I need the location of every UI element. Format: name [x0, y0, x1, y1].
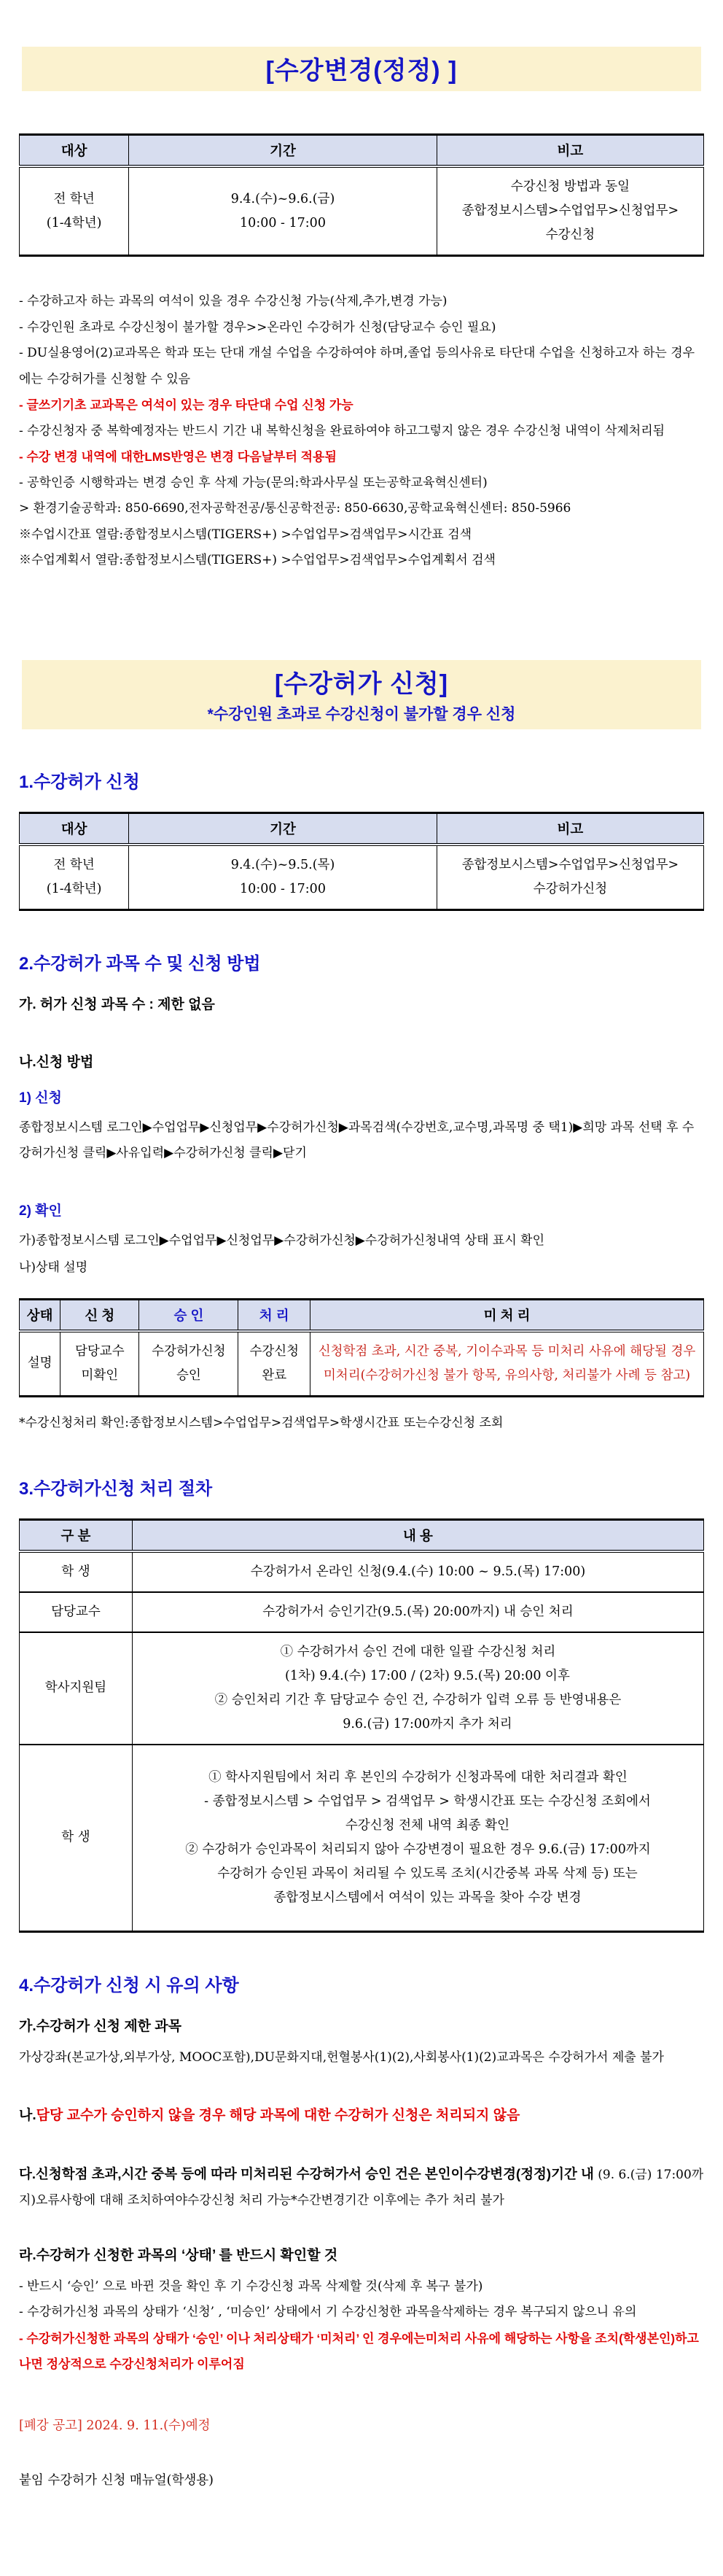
ra-note-item: - 반드시 ‘승인’ 으로 바뀐 것을 확인 후 기 수강신청 과목 삭제할 것(삭제 후 복구 불가): [19, 2278, 483, 2294]
status-cell-apply: [60, 1331, 139, 1397]
da-rest-text: (9. 6.(금) 17:00까지)오류사항에 대해 조치하여야수강신청 처리 가능*수간변경기간 이후에는 추가 처리 불가: [19, 2167, 704, 2208]
process-line: 수강허가서 온라인 신청(9.4.(수) 10:00 ~ 9.5.(목) 17:00): [250, 1564, 586, 1579]
process-content: [132, 1551, 703, 1592]
course-change-schedule-table: [19, 133, 704, 257]
status-header-approve: 승 인: [139, 1299, 238, 1331]
section4-heading: 4.수강허가 신청 시 유의 사항: [19, 1975, 239, 1995]
status-header-process: 처 리: [238, 1299, 310, 1331]
process-label: 학 생: [20, 1745, 133, 1932]
process-row-academic-team: [20, 1632, 704, 1745]
note-item: - 수강하고자 하는 과목의 여석이 있을 경우 수강신청 가능(삭제,추가,변경 가능): [19, 294, 448, 309]
process-row-student1: [20, 1551, 704, 1592]
section2-sub1-label: 1) 신청: [19, 1090, 62, 1106]
process-label: 학 생: [20, 1551, 133, 1592]
process-line: 수강신청 전체 내역 최종 확인: [345, 1817, 510, 1833]
process-line: - 종합정보시스템 > 수업업무 > 검색업무 > 학생시간표 또는 수강신청 조회에서: [204, 1793, 651, 1809]
status-header-apply: 신 청: [60, 1299, 139, 1331]
section2-sub2-label: 2) 확인: [19, 1203, 62, 1219]
status-cell-unprocessed: 신청학점 초과, 시간 중복, 기이수과목 등 미처리 사유에 해당될 경우 미처리(수강허가신청 불가 항목, 유의사항, 처리불가 사례 등 참고): [310, 1331, 704, 1397]
header-target: 대상: [20, 812, 129, 845]
section2-item-ga: 가. 허가 신청 과목 수 : 제한 없음: [19, 996, 215, 1012]
status-header-unprocessed: 미 처 리: [310, 1299, 704, 1331]
period-line: 10:00 - 17:00: [240, 881, 326, 896]
course-change-banner: [22, 47, 701, 91]
process-line: (1차) 9.4.(수) 17:00 / (2차) 9.5.(목) 20:00 이후: [285, 1668, 570, 1683]
section4-da-paragraph: [19, 2161, 704, 2214]
period-line: 9.4.(수)~9.6.(금): [230, 191, 335, 206]
closing-notice: [폐강 공고] 2024. 9. 11.(수)예정: [19, 2418, 211, 2433]
note-line: 수강신청 방법과 동일: [510, 179, 630, 194]
note-item: ※수업시간표 열람:종합정보시스템(TIGERS+) >수업업무>검색업무>시간표 검색: [19, 527, 472, 542]
status-description-table: [19, 1298, 704, 1397]
status-footnote: *수강신청처리 확인:종합정보시스템>수업업무>검색업무>학생시간표 또는수강신청 조회: [19, 1415, 504, 1430]
status-cell-process: [238, 1331, 310, 1397]
note-line: 종합정보시스템>수업업무>신청업무>: [461, 857, 679, 872]
section2-heading: 2.수강허가 과목 수 및 신청 방법: [19, 953, 261, 974]
status-header-state: 상태: [20, 1299, 60, 1331]
process-line: 수강허가서 승인기간(9.5.(목) 20:00까지) 내 승인 처리: [262, 1604, 574, 1619]
course-change-notes: [19, 289, 704, 574]
cell-note: [437, 845, 703, 910]
apply-line: 미확인: [81, 1367, 119, 1383]
process-row-student2: [20, 1745, 704, 1932]
target-line: 전 학년: [53, 191, 95, 206]
section4-ra-notes: [19, 2274, 704, 2378]
process-content: [132, 1632, 703, 1745]
status-row: [20, 1331, 704, 1397]
course-permission-banner-title: [수강허가 신청]: [274, 670, 449, 698]
status-cell-approve: [139, 1331, 238, 1397]
apply-line: 담당교수: [75, 1343, 125, 1359]
header-target: 대상: [20, 135, 129, 167]
na-red-text: 담당 교수가 승인하지 않을 경우 해당 과목에 대한 수강허가 신청은 처리되지 않음: [36, 2107, 520, 2123]
note-line: 수강신청: [545, 228, 595, 242]
note-item-red: - 글쓰기기초 교과목은 여석이 있는 경우 타단대 수업 신청 가능: [19, 398, 353, 412]
process-line: ② 수강허가 승인과목이 처리되지 않아 수강변경이 필요한 경우 9.6.(금) 17:00까지: [185, 1842, 651, 1857]
process-line: 9.6.(금) 17:00까지 추가 처리: [343, 1716, 512, 1731]
process-header-content: 내 용: [132, 1519, 703, 1551]
cell-period: [129, 166, 437, 256]
note-item: - 수강인원 초과로 수강신청이 불가할 경우>>온라인 수강허가 신청(담당교수 승인 필요): [19, 319, 496, 335]
note-line: 수강허가신청: [533, 881, 608, 896]
process-label: 학사지원팀: [20, 1632, 133, 1745]
target-line: (1-4학년): [46, 215, 102, 230]
note-item: - DU실용영어(2)교과목은 학과 또는 단대 개설 수업을 수강하여야 하며,졸업 등의사유로 타단대 수업을 신청하고자 하는 경우에는 수강허가를 신청할 수 있음: [19, 346, 695, 387]
approve-line: 승인: [176, 1367, 201, 1383]
status-cell-label: 설명: [20, 1331, 60, 1397]
ra-note-item-red: - 수강허가신청한 과목의 상태가 ‘승인’ 이나 처리상태가 ‘미처리’ 인 경우에는미처리 사유에 해당하는 사항을 조치(학생본인)하고 나면 정상적으로 수강신청처리가 이루어짐: [19, 2331, 699, 2371]
process-header-category: 구 분: [20, 1519, 133, 1551]
header-note: 비고: [437, 812, 703, 845]
process-line: ① 학사지원팀에서 처리 후 본인의 수강허가 신청과목에 대한 처리결과 확인: [208, 1769, 628, 1785]
ra-note-item: - 수강허가신청 과목의 상태가 ‘신청’ , ‘미승인’ 상태에서 기 수강신청한 과목을삭제하는 경우 복구되지 않으니 유의: [19, 2305, 637, 2319]
attachment-note: 붙임 수강허가 신청 매뉴얼(학생용): [19, 2472, 214, 2488]
table-header-row: [20, 812, 704, 845]
process-label: 담당교수: [20, 1592, 133, 1632]
process-line: 종합정보시스템에서 여석이 있는 과목을 찾아 수강 변경: [273, 1890, 582, 1905]
process-header-row: [20, 1519, 704, 1551]
cell-target: [20, 166, 129, 256]
permission-schedule-table: [19, 812, 704, 911]
header-note: 비고: [437, 135, 703, 167]
process-line: 수강허가 승인된 과목이 처리될 수 있도록 조치(시간중복 과목 삭제 등) 또는: [217, 1866, 638, 1881]
section4-ga-text: 가상강좌(본교가상,외부가상, MOOC포함),DU문화지대,헌혈봉사(1)(2),사회봉사(1)(2)교과목은 수강허가서 제출 불가: [19, 2049, 664, 2065]
period-line: 9.4.(수)~9.5.(목): [230, 857, 335, 872]
period-line: 10:00 - 17:00: [240, 215, 326, 230]
note-item: > 환경기술공학과: 850-6690,전자공학전공/통신공학전공: 850-6630,공학교육혁신센터: 850-5966: [19, 501, 571, 516]
process-content: [132, 1592, 703, 1632]
note-item: - 수강신청자 중 복학예정자는 반드시 기간 내 복학신청을 완료하여야 하고그렇지 않은 경우 수강신청 내역이 삭제처리됨: [19, 423, 665, 438]
section3-heading: 3.수강허가신청 처리 절차: [19, 1478, 213, 1499]
note-item: ※수업계획서 열람:종합정보시스템(TIGERS+) >수업업무>검색업무>수업계획서 검색: [19, 553, 496, 567]
target-line: (1-4학년): [46, 881, 102, 896]
status-header-row: [20, 1299, 704, 1331]
course-change-banner-title: [수강변경(정정) ]: [265, 57, 458, 85]
process-line: 완료: [262, 1367, 287, 1383]
table-row: [20, 166, 704, 256]
table-row: [20, 845, 704, 910]
note-line: 종합정보시스템>수업업무>신청업무>: [461, 203, 679, 218]
course-permission-banner: [22, 660, 701, 729]
process-steps-table: [19, 1518, 704, 1933]
section2-sub2-ga: 가)종합정보시스템 로그인▶수업업무▶신청업무▶수강허가신청▶수강허가신청내역 상태 표시 확인: [19, 1233, 544, 1248]
header-period: 기간: [129, 812, 437, 845]
section2-item-na: 나.신청 방법: [19, 1054, 94, 1070]
cell-target: [20, 845, 129, 910]
section2-sub2-na: 나)상태 설명: [19, 1260, 88, 1275]
header-period: 기간: [129, 135, 437, 167]
section1-heading: 1.수강허가 신청: [19, 772, 140, 792]
process-content: [132, 1745, 703, 1932]
na-prefix: 나.: [19, 2107, 36, 2123]
da-bold-text: 다.신청학점 초과,시간 중복 등에 따라 미처리된 수강허가서 승인 건은 본인이수강변경(정정)기간 내: [19, 2165, 594, 2181]
cell-note: [437, 166, 703, 256]
process-row-professor: [20, 1592, 704, 1632]
course-permission-banner-subtitle: *수강인원 초과로 수강신청이 불가할 경우 신청: [207, 705, 516, 723]
section4-ga-heading: 가.수강허가 신청 제한 과목: [19, 2018, 182, 2034]
table-header-row: [20, 135, 704, 167]
note-item-red: - 수강 변경 내역에 대한LMS반영은 변경 다음날부터 적용됨: [19, 450, 337, 464]
process-line: ① 수강허가서 승인 건에 대한 일괄 수강신청 처리: [280, 1644, 556, 1659]
section2-sub1-text: 종합정보시스템 로그인▶수업업무▶신청업무▶수강허가신청▶과목검색(수강번호,교수명,과목명 중 택1)▶희망 과목 선택 후 수강허가신청 클릭▶사유입력▶수강허가신청 클릭▶닫기: [19, 1120, 695, 1160]
process-line: ② 승인처리 기간 후 담당교수 승인 건, 수강허가 입력 오류 등 반영내용은: [214, 1692, 622, 1707]
target-line: 전 학년: [53, 857, 95, 872]
process-line: 수강신청: [249, 1343, 300, 1359]
approve-line: 수강허가신청: [152, 1343, 226, 1359]
note-item: - 공학인증 시행학과는 변경 승인 후 삭제 가능(문의:학과사무실 또는공학교육혁신센터): [19, 475, 488, 490]
section4-ra-heading: 라.수강허가 신청한 과목의 ‘상태’ 를 반드시 확인할 것: [19, 2247, 338, 2263]
section4-na-line: [19, 2103, 704, 2129]
cell-period: [129, 845, 437, 910]
